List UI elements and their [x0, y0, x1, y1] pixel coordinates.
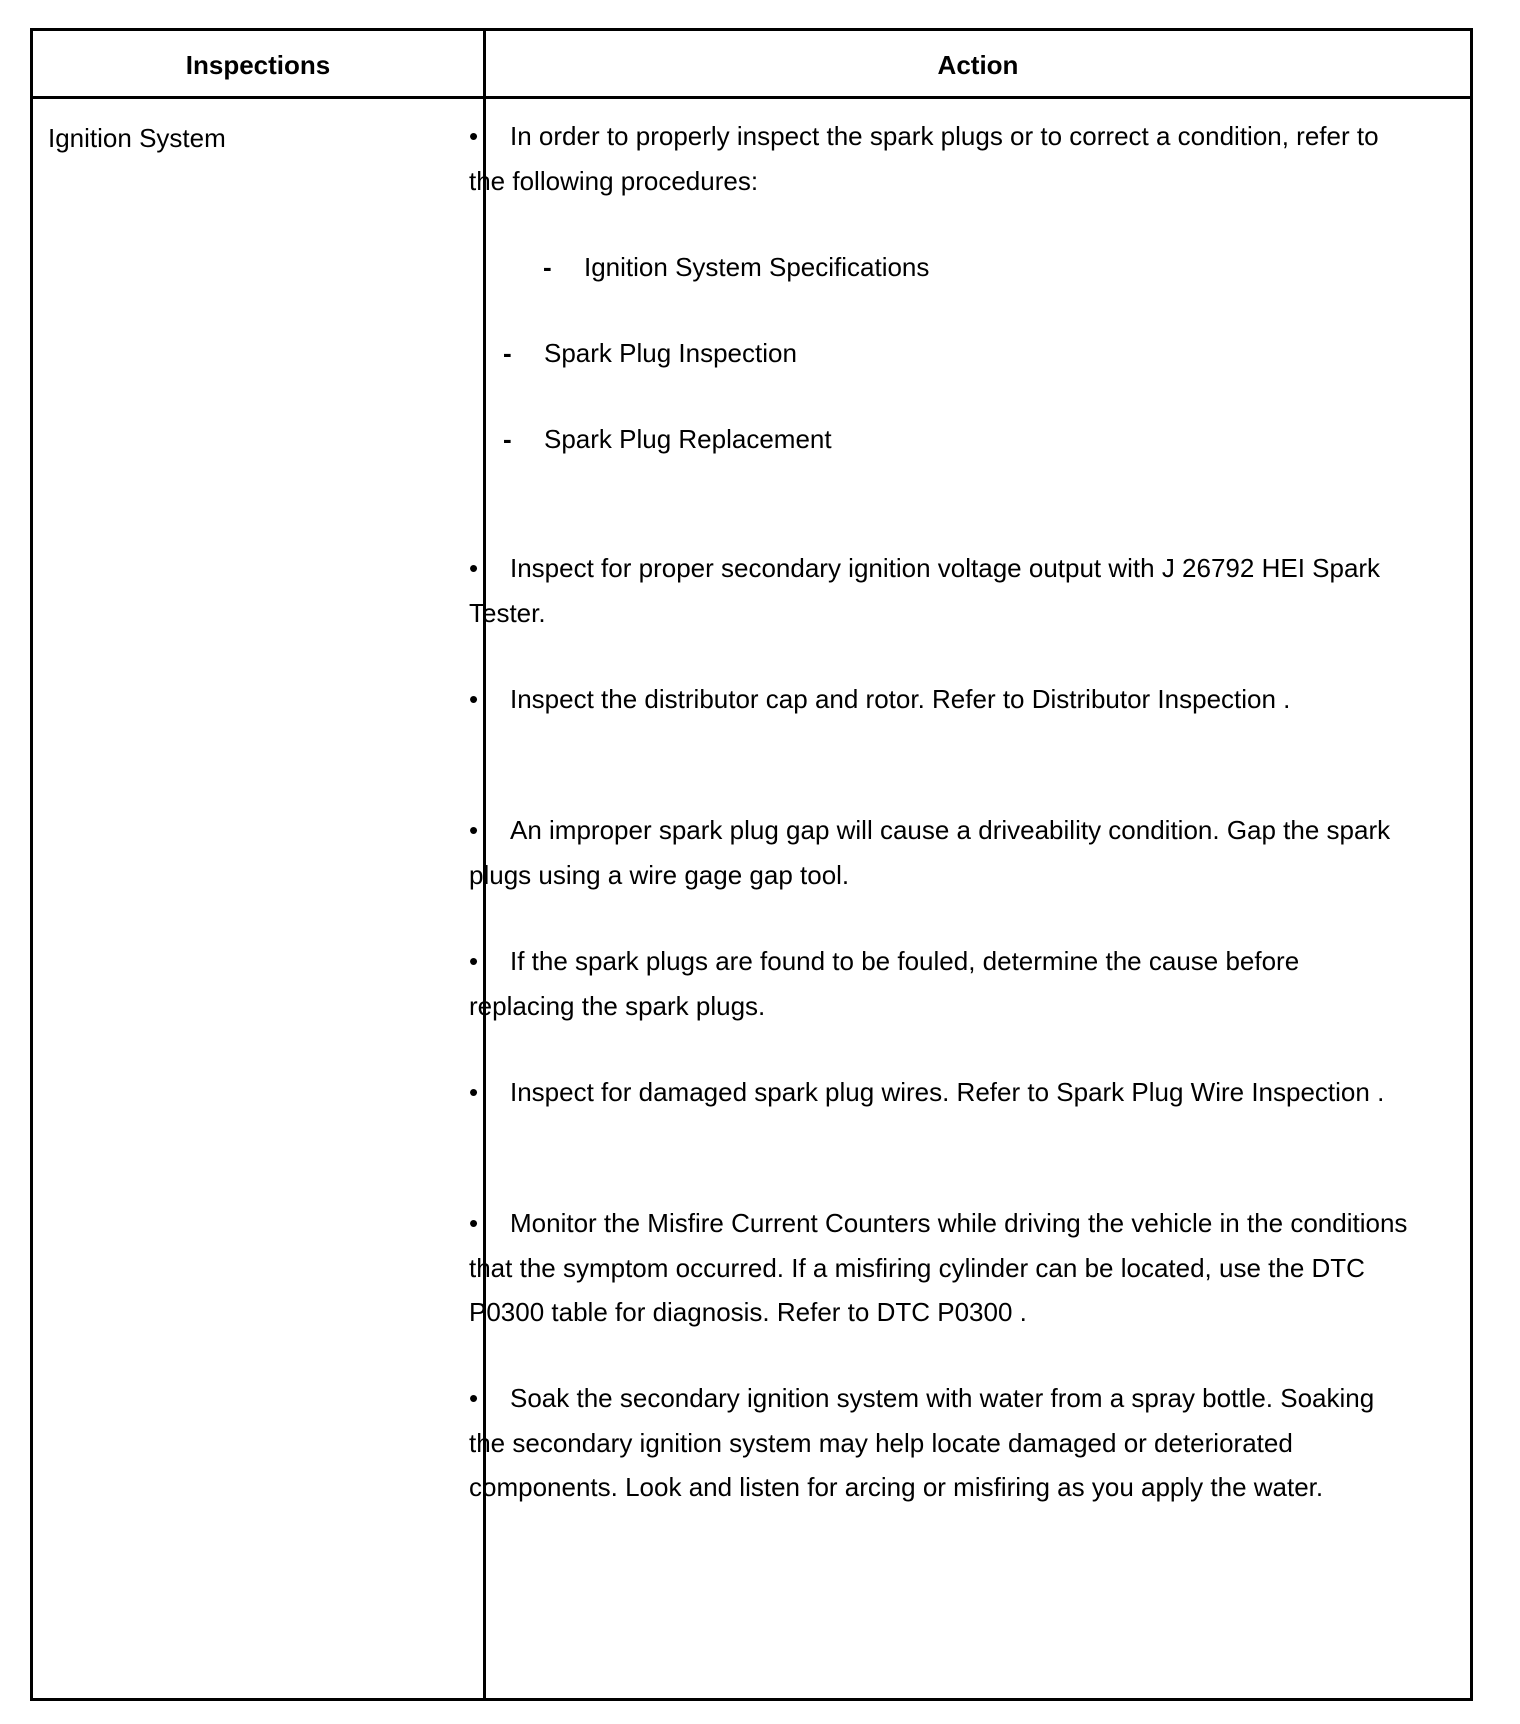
intro-paragraph	[469, 114, 1409, 203]
procedure-item	[503, 424, 832, 454]
bullet-text: Inspect the distributor cap and rotor. Refer to Distributor Inspection .	[510, 684, 1291, 714]
bullet-mark: •	[469, 553, 479, 583]
bullet-paragraph	[469, 808, 1409, 897]
bullet-mark: •	[469, 815, 479, 845]
dash-mark: -	[503, 338, 512, 368]
dash-mark: -	[543, 252, 552, 282]
procedure-item	[503, 338, 797, 368]
procedure-item	[543, 252, 929, 282]
bullet-mark: •	[469, 1383, 479, 1413]
bullet-paragraph	[469, 1201, 1409, 1335]
bullet-mark: •	[469, 946, 479, 976]
bullet-mark: •	[469, 1077, 479, 1107]
dash-mark: -	[503, 424, 512, 454]
inspection-label: Ignition System	[48, 123, 226, 153]
bullet-paragraph	[469, 1376, 1409, 1510]
inspections-header: Inspections	[185, 50, 331, 80]
bullet-paragraph	[469, 677, 1409, 722]
bullet-paragraph	[469, 939, 1409, 1028]
bullet-mark: •	[469, 121, 479, 151]
bullet-text: An improper spark plug gap will cause a driveability condition. Gap the spark plugs using a wire gage gap tool.	[469, 815, 1391, 890]
bullet-mark: •	[469, 684, 479, 714]
intro-text: In order to properly inspect the spark plugs or to correct a condition, refer to the following procedures:	[469, 121, 1379, 196]
bullet-mark: •	[469, 1208, 479, 1238]
bullet-text: If the spark plugs are found to be fouled, determine the cause before replacing the spark plugs.	[469, 946, 1300, 1021]
procedure-text: Ignition System Specifications	[584, 252, 930, 282]
bullet-text: Monitor the Misfire Current Counters while driving the vehicle in the conditions that the symptom occurred. If a misfiring cylinder can be located, use the DTC P0300 table for diagnosis. Refer to DTC P0300 .	[469, 1208, 1408, 1327]
procedure-text: Spark Plug Inspection	[544, 338, 797, 368]
procedure-text: Spark Plug Replacement	[544, 424, 832, 454]
bullet-paragraph	[469, 546, 1409, 635]
bullet-text: Soak the secondary ignition system with water from a spray bottle. Soaking the secondary ignition system may help locate damaged or deteriorated components. Look and listen for arcing or misfiring as you apply the water.	[469, 1383, 1375, 1502]
bullet-paragraph	[469, 1070, 1409, 1115]
bullet-text: Inspect for damaged spark plug wires. Refer to Spark Plug Wire Inspection .	[510, 1077, 1385, 1107]
action-header: Action	[937, 50, 1019, 80]
header-divider	[33, 96, 1470, 99]
bullet-text: Inspect for proper secondary ignition voltage output with J 26792 HEI Spark Tester.	[469, 553, 1381, 628]
